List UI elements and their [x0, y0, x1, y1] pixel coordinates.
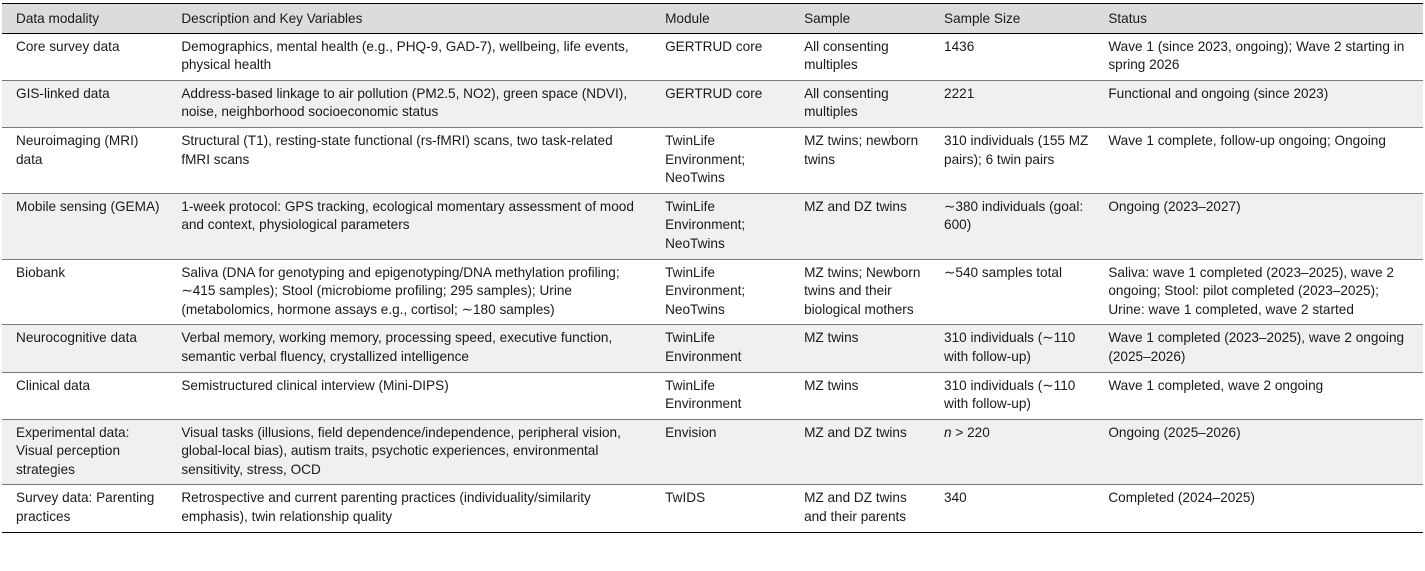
cell-description: Semistructured clinical interview (Mini-DIPS): [181, 377, 449, 393]
cell-sample-size: [930, 127, 1094, 193]
cell-module: Envision: [665, 424, 717, 440]
cell-module: GERTRUD core: [665, 38, 763, 54]
cell-sample: All consenting multiples: [804, 85, 889, 120]
cell-sample: MZ twins: [804, 330, 859, 346]
cell-module: GERTRUD core: [665, 85, 763, 101]
cell-sample-size: [930, 193, 1094, 259]
cell-sample-size: [930, 372, 1094, 419]
cell-module: TwinLife Environment; NeoTwins: [665, 264, 746, 317]
sample-size-prefix: n: [944, 424, 952, 440]
cell-status: Saliva: wave 1 completed (2023–2025), wave 2 ongoing; Stool: pilot completed (2023–2025); Urine: wave 1 completed, wave 2 started: [1108, 264, 1394, 317]
sample-size-value: 2221: [944, 85, 975, 101]
sample-size-value: ∼380 individuals (goal: 600): [944, 198, 1084, 233]
cell-description: Saliva (DNA for genotyping and epigenotyping/DNA methylation profiling; ∼415 samples); Stool (microbiome profiling; 295 samples); Urine (metabolomics, hormone assays e.g., cortisol; ∼180 samples): [181, 264, 620, 317]
cell-modality: Experimental data: Visual perception strategies: [16, 424, 130, 477]
header-data-modality: Data modality: [16, 11, 100, 26]
cell-sample: MZ twins; newborn twins: [804, 132, 919, 167]
table-row: [2, 325, 1423, 372]
cell-status: Completed (2024–2025): [1108, 490, 1255, 506]
sample-size-value: 310 individuals (∼110 with follow-up): [944, 377, 1076, 412]
sample-size-value: 340: [944, 490, 967, 506]
cell-status: Functional and ongoing (since 2023): [1108, 85, 1329, 101]
table-row: [2, 80, 1423, 127]
cell-modality: GIS-linked data: [16, 85, 110, 101]
cell-module: TwIDS: [665, 490, 706, 506]
cell-description: 1-week protocol: GPS tracking, ecological momentary assessment of mood and context, physiological parameters: [181, 198, 634, 233]
cell-sample: MZ and DZ twins: [804, 198, 907, 214]
table-row: [2, 485, 1423, 532]
header-sample: Sample: [804, 11, 851, 26]
cell-module: TwinLife Environment: [665, 330, 742, 364]
table-row: [2, 127, 1423, 193]
cell-module: TwinLife Environment; NeoTwins: [665, 198, 746, 251]
cell-modality: Neuroimaging (MRI) data: [16, 132, 139, 167]
cell-sample-size: [930, 80, 1094, 127]
cell-modality: Clinical data: [16, 377, 91, 393]
cell-sample-size: [930, 259, 1094, 325]
cell-module: TwinLife Environment: [665, 377, 742, 412]
cell-status: Wave 1 complete, follow-up ongoing; Ongoing: [1108, 132, 1386, 148]
header-status: Status: [1108, 11, 1147, 26]
table-row: [2, 33, 1423, 80]
cell-description: Verbal memory, working memory, processing speed, executive function, semantic verbal fluency, crystallized intelligence: [181, 330, 613, 364]
cell-sample: All consenting multiples: [804, 38, 889, 73]
sample-size-value: 1436: [944, 38, 975, 54]
cell-sample-size: [930, 325, 1094, 372]
table-row: [2, 193, 1423, 259]
cell-status: Wave 1 completed, wave 2 ongoing: [1108, 377, 1324, 393]
cell-sample: MZ and DZ twins: [804, 424, 907, 440]
cell-sample-size: [930, 419, 1094, 485]
cell-modality: Survey data: Parenting practices: [16, 490, 155, 525]
header-sample-size: Sample Size: [944, 11, 1021, 26]
cell-modality: Mobile sensing (GEMA): [16, 198, 160, 214]
cell-description: Structural (T1), resting-state functional (rs-fMRI) scans, two task-related fMRI scans: [181, 132, 613, 167]
sample-size-value: 310 individuals (∼110 with follow-up): [944, 330, 1076, 364]
cell-status: Ongoing (2025–2026): [1108, 424, 1241, 440]
sample-size-value: > 220: [951, 424, 990, 440]
cell-status: Ongoing (2023–2027): [1108, 198, 1241, 214]
cell-description: Retrospective and current parenting practices (individuality/similarity emphasis), twin relationship quality: [181, 490, 591, 525]
cell-description: Address-based linkage to air pollution (PM2.5, NO2), green space (NDVI), noise, neighborhood socioeconomic status: [181, 85, 628, 120]
table-row: [2, 419, 1423, 485]
cell-sample-size: [930, 485, 1094, 532]
sample-size-value: 310 individuals (155 MZ pairs); 6 twin pairs: [944, 132, 1089, 167]
cell-modality: Neurocognitive data: [16, 330, 137, 346]
table-header-row: [2, 4, 1423, 34]
cell-sample: MZ twins: [804, 377, 859, 393]
cell-sample: MZ and DZ twins and their parents: [804, 490, 907, 525]
cell-modality: Core survey data: [16, 38, 120, 54]
cell-status: Wave 1 (since 2023, ongoing); Wave 2 starting in spring 2026: [1108, 38, 1405, 73]
table-row: [2, 259, 1423, 325]
header-description: Description and Key Variables: [181, 11, 363, 26]
cell-modality: Biobank: [16, 264, 66, 280]
data-modality-table: [2, 3, 1423, 533]
cell-description: Visual tasks (illusions, field dependence/independence, peripheral vision, global-local bias), autism traits, psychotic experiences, environmental sensitivity, stress, OCD: [181, 424, 621, 477]
cell-module: TwinLife Environment; NeoTwins: [665, 132, 746, 186]
sample-size-value: ∼540 samples total: [944, 264, 1062, 280]
cell-description: Demographics, mental health (e.g., PHQ-9, GAD-7), wellbeing, life events, physical health: [181, 38, 629, 73]
cell-status: Wave 1 completed (2023–2025), wave 2 ongoing (2025–2026): [1108, 330, 1405, 364]
header-module: Module: [665, 11, 710, 26]
cell-sample: MZ twins; Newborn twins and their biological mothers: [804, 264, 921, 317]
cell-sample-size: [930, 33, 1094, 80]
table-row: [2, 372, 1423, 419]
